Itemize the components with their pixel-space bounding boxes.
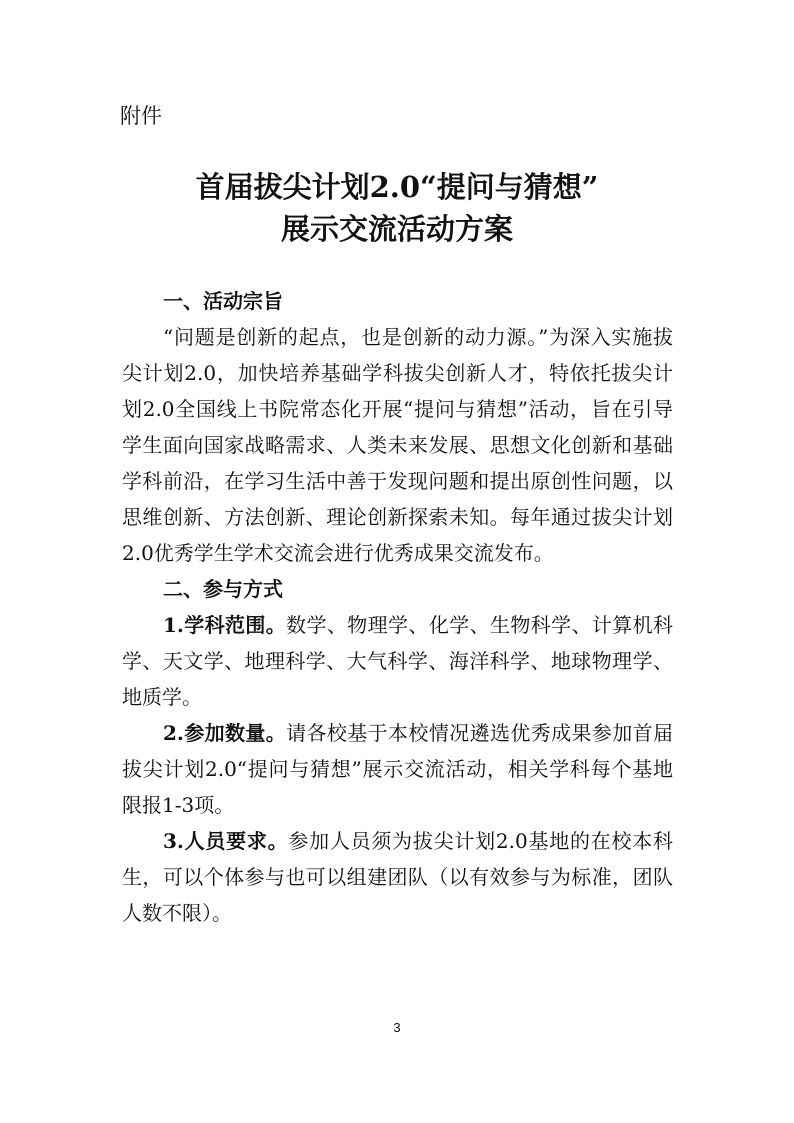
paragraph-lead: 1.学科范围。 xyxy=(163,613,287,637)
paragraph-text: 参加人员须为拔尖计划2.0基地的在校本科生，可以个体参与也可以组建团队（以有效参与为标准，团队人数不限）。 xyxy=(122,829,673,925)
paragraph-text: 请各校基于本校情况遴选优秀成果参加首届拔尖计划2.0“提问与猜想”展示交流活动，相关学科每个基地限报1-3项。 xyxy=(122,721,673,817)
section-heading-participation: 二、参与方式 xyxy=(163,577,283,601)
paragraph-quantity xyxy=(122,715,673,823)
page-number: 3 xyxy=(393,1020,401,1035)
document-body xyxy=(122,283,673,931)
paragraph-text: 数学、物理学、化学、生物科学、计算机科学、天文学、地理科学、大气科学、海洋科学、地球物理学、地质学。 xyxy=(122,613,673,709)
document-title-line1: 首届拔尖计划2.0“提问与猜想” xyxy=(195,170,599,204)
paragraph-lead: 2.参加数量。 xyxy=(163,721,287,745)
section-heading-purpose: 一、活动宗旨 xyxy=(163,289,283,313)
attachment-label: 附件 xyxy=(120,104,162,128)
document-title-line2: 展示交流活动方案 xyxy=(280,212,513,246)
paragraph-lead: 3.人员要求。 xyxy=(163,829,289,853)
paragraph-personnel xyxy=(122,823,673,931)
paragraph-subject-scope xyxy=(122,607,673,715)
paragraph-text: “问题是创新的起点，也是创新的动力源。”为深入实施拔尖计划2.0，加快培养基础学科拔尖创新人才，特依托拔尖计划2.0全国线上书院常态化开展“提问与猜想”活动，旨在引导学生面向国家战略需求、人类未来发展、思想文化创新和基础学科前沿，在学习生活中善于发现问题和提出原创性问题，以思维创新、方法创新、理论创新探索未知。每年通过拔尖计划2.0优秀学生学术交流会进行优秀成果交流发布。 xyxy=(122,325,673,565)
paragraph-purpose xyxy=(122,319,673,571)
